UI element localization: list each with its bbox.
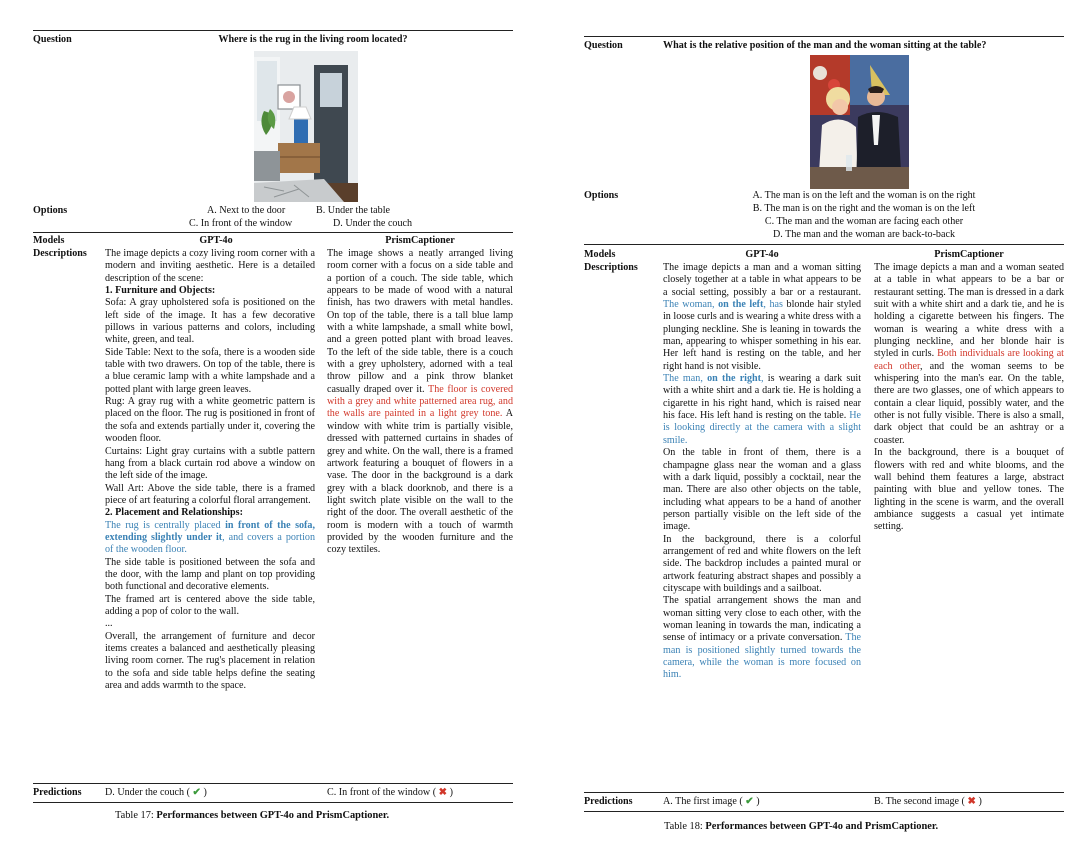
models-label: Models	[33, 235, 65, 246]
prism-main-para: The image depicts a man and a woman seated at a table in what appears to be a bar or restaurant setting. The man is dressed in a dark suit with a white shirt and a dark tie, and he is holding a cigarette between his fingers. The woman is wearing a white dress with a plunging neckline, and her blonde hair is styled in curls. Both individuals are looking at each other, and the woman seems to be whispering into the man's ear. On the table, there are two glasses, one of which appears to contain a clear liquid, possibly water, and the other is not fully visible. There is also a small, dark object that could be an ashtray or a coaster.	[874, 262, 1064, 446]
gpt-background-para: In the background, there is a colorful arrangement of red and white flowers on the left side. The backdrop includes a painted mural or artwork featuring abstract shapes and possibly a cityscape with buildings and a sailboat.	[663, 533, 861, 594]
prism-prediction: B. The second image ( ✖ )	[874, 796, 982, 807]
mid-rule	[584, 244, 1064, 245]
gpt-sofa: Sofa: A gray upholstered sofa is positioned on the left side of the image. It has a few decorative pillows in various patterns and colors, including white, green, and teal.	[105, 297, 315, 346]
cross-icon: ✖	[438, 787, 448, 798]
gpt-table-para: On the table in front of them, there is a champagne glass near the woman and a glass with a dark liquid, possibly a cocktail, near the man. There are also other objects on the table, including what appears to be a hand of another person partially visible on the left side of the image.	[663, 447, 861, 533]
options-label: Options	[33, 205, 68, 216]
table-caption: Table 18: Performances between GPT-4o and PrismCaptioner.	[664, 821, 939, 832]
prism-prediction: C. In front of the window ( ✖ )	[327, 787, 453, 798]
table-18	[584, 36, 1064, 836]
gpt-side-table: Side Table: Next to the sofa, there is a wooden side table with two drawers. On top of the table, there is a blue ceramic lamp with a white lampshade and a potted plant with large green leaves.	[105, 346, 315, 395]
gpt-rug: Rug: A gray rug with a white geometric pattern is placed on the floor. The rug is positioned in front of the sofa and extends partially under it, covering the wooden floor.	[105, 396, 315, 445]
prism-description: The image shows a neatly arranged living room corner with a focus on a side table and a portion of a couch. The side table, which appears to be made of wood with a natural finish, has two drawers with metal handles. On top of the table, there is a tall blue lamp with a white lampshade, a small white bowl, and a green potted plant with broad leaves. To the left of the side table, there is a couch with a grey upholstery, adorned with a teal throw pillow and a pink throw blanket casually draped over it. The floor is covered with a grey and white patterned area rug, and the walls are painted in a light grey tone. A window with white trim is partially visible, dressed with patterned curtains in shades of grey and white. On the wall, there is a framed artwork featuring a bouquet of flowers in a vase. The door in the background is a dark grey with a black doorknob, and there is a light switch plate visible on the wall to the right of the door. The overall aesthetic of the room is modern with a touch of warmth provided by the wooden furniture and the cozy textiles.	[327, 248, 514, 556]
prism-highlight-red: Both individuals are looking at each other	[874, 348, 1064, 372]
model-prism-header: PrismCaptioner	[385, 235, 455, 246]
option-d: D. Under the couch	[333, 218, 413, 229]
gpt4o-description	[105, 248, 315, 692]
top-rule	[33, 30, 513, 31]
question-text: Where is the rug in the living room located?	[218, 34, 408, 45]
options-label: Options	[584, 190, 619, 201]
living-room-photo	[254, 51, 358, 202]
option-b: B. The man is on the right and the woman is on the left	[752, 203, 976, 214]
gpt-spatial-para: The spatial arrangement shows the man and woman sitting very close to each other, with the woman leaning in towards the man, indicating a sense of intimacy or a private conversation. The man is positioned slightly turned towards the camera, while the woman is more focused on him.	[663, 595, 861, 681]
bottom-rule	[584, 811, 1064, 812]
option-a: A. The man is on the left and the woman is on the right	[752, 190, 976, 201]
pred-rule	[584, 792, 1064, 793]
pred-rule	[33, 783, 513, 784]
model-prism-header: PrismCaptioner	[934, 249, 1004, 260]
option-c: C. The man and the woman are facing each other	[764, 216, 964, 227]
option-d: D. The man and the woman are back-to-back	[773, 229, 955, 240]
option-b: B. Under the table	[316, 205, 390, 216]
option-a: A. Next to the door	[207, 205, 286, 216]
gpt-man-para: The man, on the right, is wearing a dark suit with a white shirt and a dark tie. He is holding a cigarette in his right hand, which is raised near his face. His left hand is resting on the table. He is looking directly at the camera with a slight smile.	[663, 373, 862, 446]
table-17	[33, 30, 513, 830]
gpt-art-placement: The framed art is centered above the side table, adding a pop of color to the wall.	[105, 593, 315, 617]
mid-rule	[33, 232, 513, 233]
gpt4o-prediction: A. The first image ( ✔ )	[663, 796, 760, 807]
couple-photo	[810, 55, 909, 189]
prism-description	[874, 262, 1064, 534]
bottom-rule	[33, 802, 513, 803]
gpt-rug-placement: The rug is centrally placed in front of the sofa, extending slightly under it, and covers a portion of the wooden floor.	[105, 519, 315, 556]
descriptions-label: Descriptions	[584, 262, 638, 273]
gpt-intro: The image depicts a cozy living room corner with a modern and inviting aesthetic. Here is a detailed description of the scene:	[105, 248, 315, 284]
option-c: C. In front of the window	[189, 218, 293, 229]
prism-background-para: In the background, there is a bouquet of flowers with red and white blooms, and the wall behind them features a large, abstract painting with blue and yellow tones. The lighting in the scene is warm, and the overall ambiance suggests a casual yet intimate setting.	[874, 447, 1064, 533]
top-rule	[584, 36, 1064, 37]
gpt-side-table-placement: The side table is positioned between the sofa and the door, with the lamp and plant on top providing both functional and decorative elements.	[105, 556, 315, 593]
prism-highlight-red: The floor is covered with a grey and white patterned area rug, and the walls are painted in a light grey tone.	[327, 383, 514, 420]
gpt-heading-placement: 2. Placement and Relationships:	[105, 507, 243, 519]
descriptions-label: Descriptions	[33, 248, 87, 259]
table-caption: Table 17: Performances between GPT-4o and PrismCaptioner.	[115, 810, 390, 821]
check-icon: ✔	[192, 787, 201, 798]
predictions-label: Predictions	[33, 787, 82, 798]
gpt-wall-art: Wall Art: Above the side table, there is a framed piece of art featuring a colorful floral arrangement.	[105, 482, 315, 506]
models-label: Models	[584, 249, 616, 260]
question-label: Question	[33, 34, 72, 45]
model-gpt4o-header: GPT-4o	[745, 249, 779, 260]
model-gpt4o-header: GPT-4o	[199, 235, 233, 246]
gpt4o-prediction: D. Under the couch ( ✔ )	[105, 787, 207, 798]
gpt-woman-para: The image depicts a man and a woman sitting closely together at a table in what appears to be a social setting, possibly a bar or a restaurant. The woman, on the left, has blonde hair styled in loose curls and is wearing a white dress with a plunging neckline. She is leaning in towards the man, appearing to whisper something in his ear. Her left hand is resting on the table, and her right hand is not visible.	[663, 262, 861, 372]
check-icon: ✔	[745, 796, 754, 807]
gpt-curtains: Curtains: Light gray curtains with a subtle pattern hang from a black curtain rod above a window on the left side of the image.	[105, 445, 315, 482]
gpt-ellipsis: ...	[105, 618, 113, 630]
gpt-heading-objects: 1. Furniture and Objects:	[105, 285, 216, 297]
gpt4o-description	[663, 262, 861, 682]
question-text: What is the relative position of the man and the woman sitting at the table?	[663, 40, 987, 51]
gpt-summary: Overall, the arrangement of furniture and decor items creates a balanced and aesthetically pleasing living room corner. The rug's placement in relation to the sofa and side table helps define the seating area and adds warmth to the space.	[105, 630, 315, 692]
question-label: Question	[584, 40, 623, 51]
cross-icon: ✖	[967, 796, 976, 807]
predictions-label: Predictions	[584, 796, 633, 807]
